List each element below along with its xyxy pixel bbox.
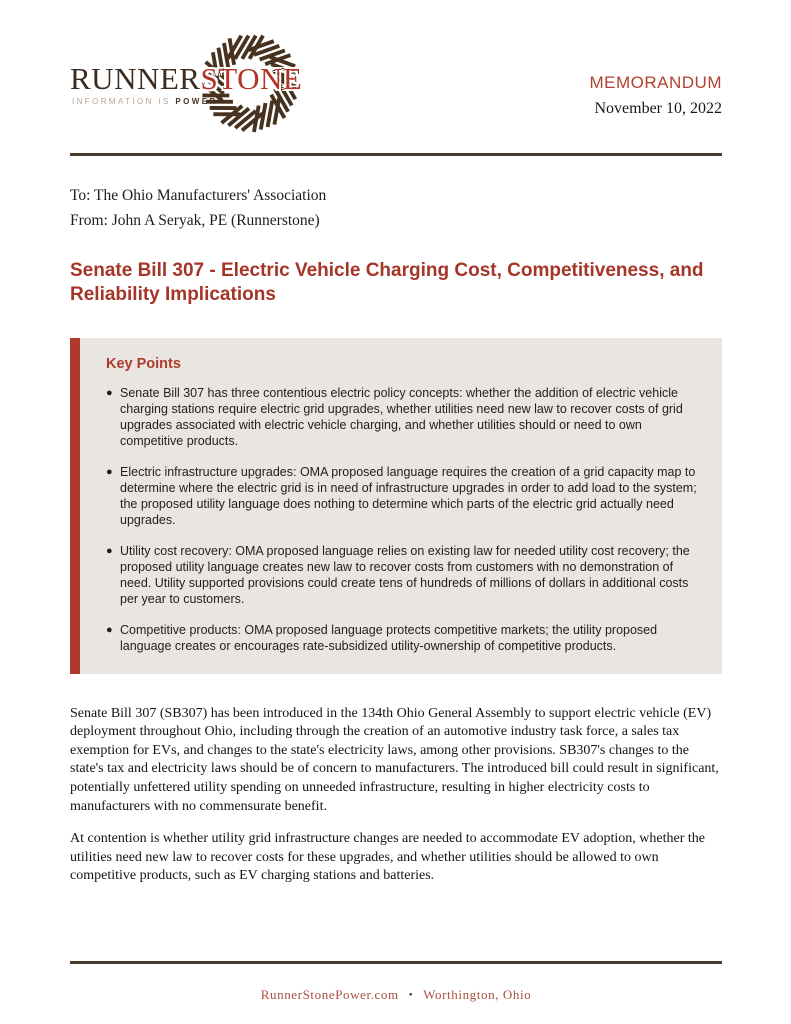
key-point-item bbox=[106, 543, 700, 607]
key-point-text: Electric infrastructure upgrades: OMA proposed language requires the creation of a grid capacity map to determine where the electric grid is in need of infrastructure upgrades in order to add load to the system; the proposed utility language does nothing to determine which parts of the electric grid actually need upgrades. bbox=[120, 464, 697, 527]
footer-separator-dot: • bbox=[408, 989, 414, 1001]
key-point-item bbox=[106, 464, 700, 528]
memo-doc-type: MEMORANDUM bbox=[589, 73, 722, 92]
footer-location: Worthington, Ohio bbox=[423, 987, 532, 1002]
footer-website: RunnerStonePower.com bbox=[260, 987, 399, 1002]
brand-name bbox=[70, 61, 302, 97]
memo-date: November 10, 2022 bbox=[594, 100, 722, 117]
key-points-list bbox=[106, 385, 700, 654]
body-paragraph-2: At contention is whether utility grid infrastructure changes are needed to accommodate EV adoption, whether the utilities need new law to recover costs for these upgrades, and whether utilities should be allowed to own competitive products, such as EV charging stations and batteries. bbox=[70, 831, 705, 884]
from-line: From: John A Seryak, PE (Runnerstone) bbox=[70, 212, 320, 229]
key-point-text: Competitive products: OMA proposed language protects competitive markets; the utility proposed language creates or encourages rate-subsidized utility-ownership of competitive products. bbox=[120, 622, 658, 653]
memo-header-block bbox=[590, 25, 723, 118]
brand-name-stone: STONE bbox=[200, 61, 303, 96]
bullet-icon: ● bbox=[106, 386, 113, 399]
bullet-icon: ● bbox=[106, 465, 113, 478]
brand-name-runner: RUNNER bbox=[70, 61, 201, 96]
memo-title: Senate Bill 307 - Electric Vehicle Charging Cost, Competitiveness, and Reliability Implications bbox=[70, 260, 704, 306]
key-point-item bbox=[106, 622, 700, 654]
key-points-box bbox=[70, 338, 722, 674]
body-paragraph-1: Senate Bill 307 (SB307) has been introduced in the 134th Ohio General Assembly to support electric vehicle (EV) deployment throughout Ohio, including through the creation of an automotive industry task force, a sales tax exemption for EVs, and changes to the state's electricity laws, among other provisions. SB307's changes to the state's tax and electricity laws should be of concern to manufacturers. The introduced bill could result in significant, potentially unfettered utility spending on unneeded infrastructure, resulting in higher electricity costs to manufacturers with no commensurate benefit. bbox=[70, 705, 719, 814]
bullet-icon: ● bbox=[106, 623, 113, 636]
key-point-item bbox=[106, 385, 700, 449]
footer bbox=[70, 961, 722, 1024]
header-rule bbox=[70, 153, 722, 156]
brand-tagline-bold: POWER bbox=[175, 97, 218, 106]
brand-tagline bbox=[72, 97, 218, 106]
key-points-heading: Key Points bbox=[106, 355, 181, 372]
footer-text bbox=[70, 987, 722, 1003]
runnerstone-logo bbox=[70, 25, 370, 143]
recipient-block bbox=[70, 187, 722, 230]
key-point-text: Senate Bill 307 has three contentious electric policy concepts: whether the addition of electric vehicle charging stations require electric grid upgrades, whether utilities need new law to recover costs of grid upgrades associated with electric vehicle charging, and whether utilities should or need to own competitive products. bbox=[120, 385, 683, 448]
to-line: To: The Ohio Manufacturers' Association bbox=[70, 187, 327, 204]
brand-tagline-light: INFORMATION IS bbox=[72, 97, 176, 106]
header bbox=[70, 25, 722, 143]
key-point-text: Utility cost recovery: OMA proposed language relies on existing law for needed utility cost recovery; the proposed utility language creates new law to recover costs from customers with no demonstration of need. Utility supported provisions could create tens of hundreds of millions of dollars in additional costs per year to customers. bbox=[120, 543, 690, 606]
bullet-icon: ● bbox=[106, 544, 113, 557]
